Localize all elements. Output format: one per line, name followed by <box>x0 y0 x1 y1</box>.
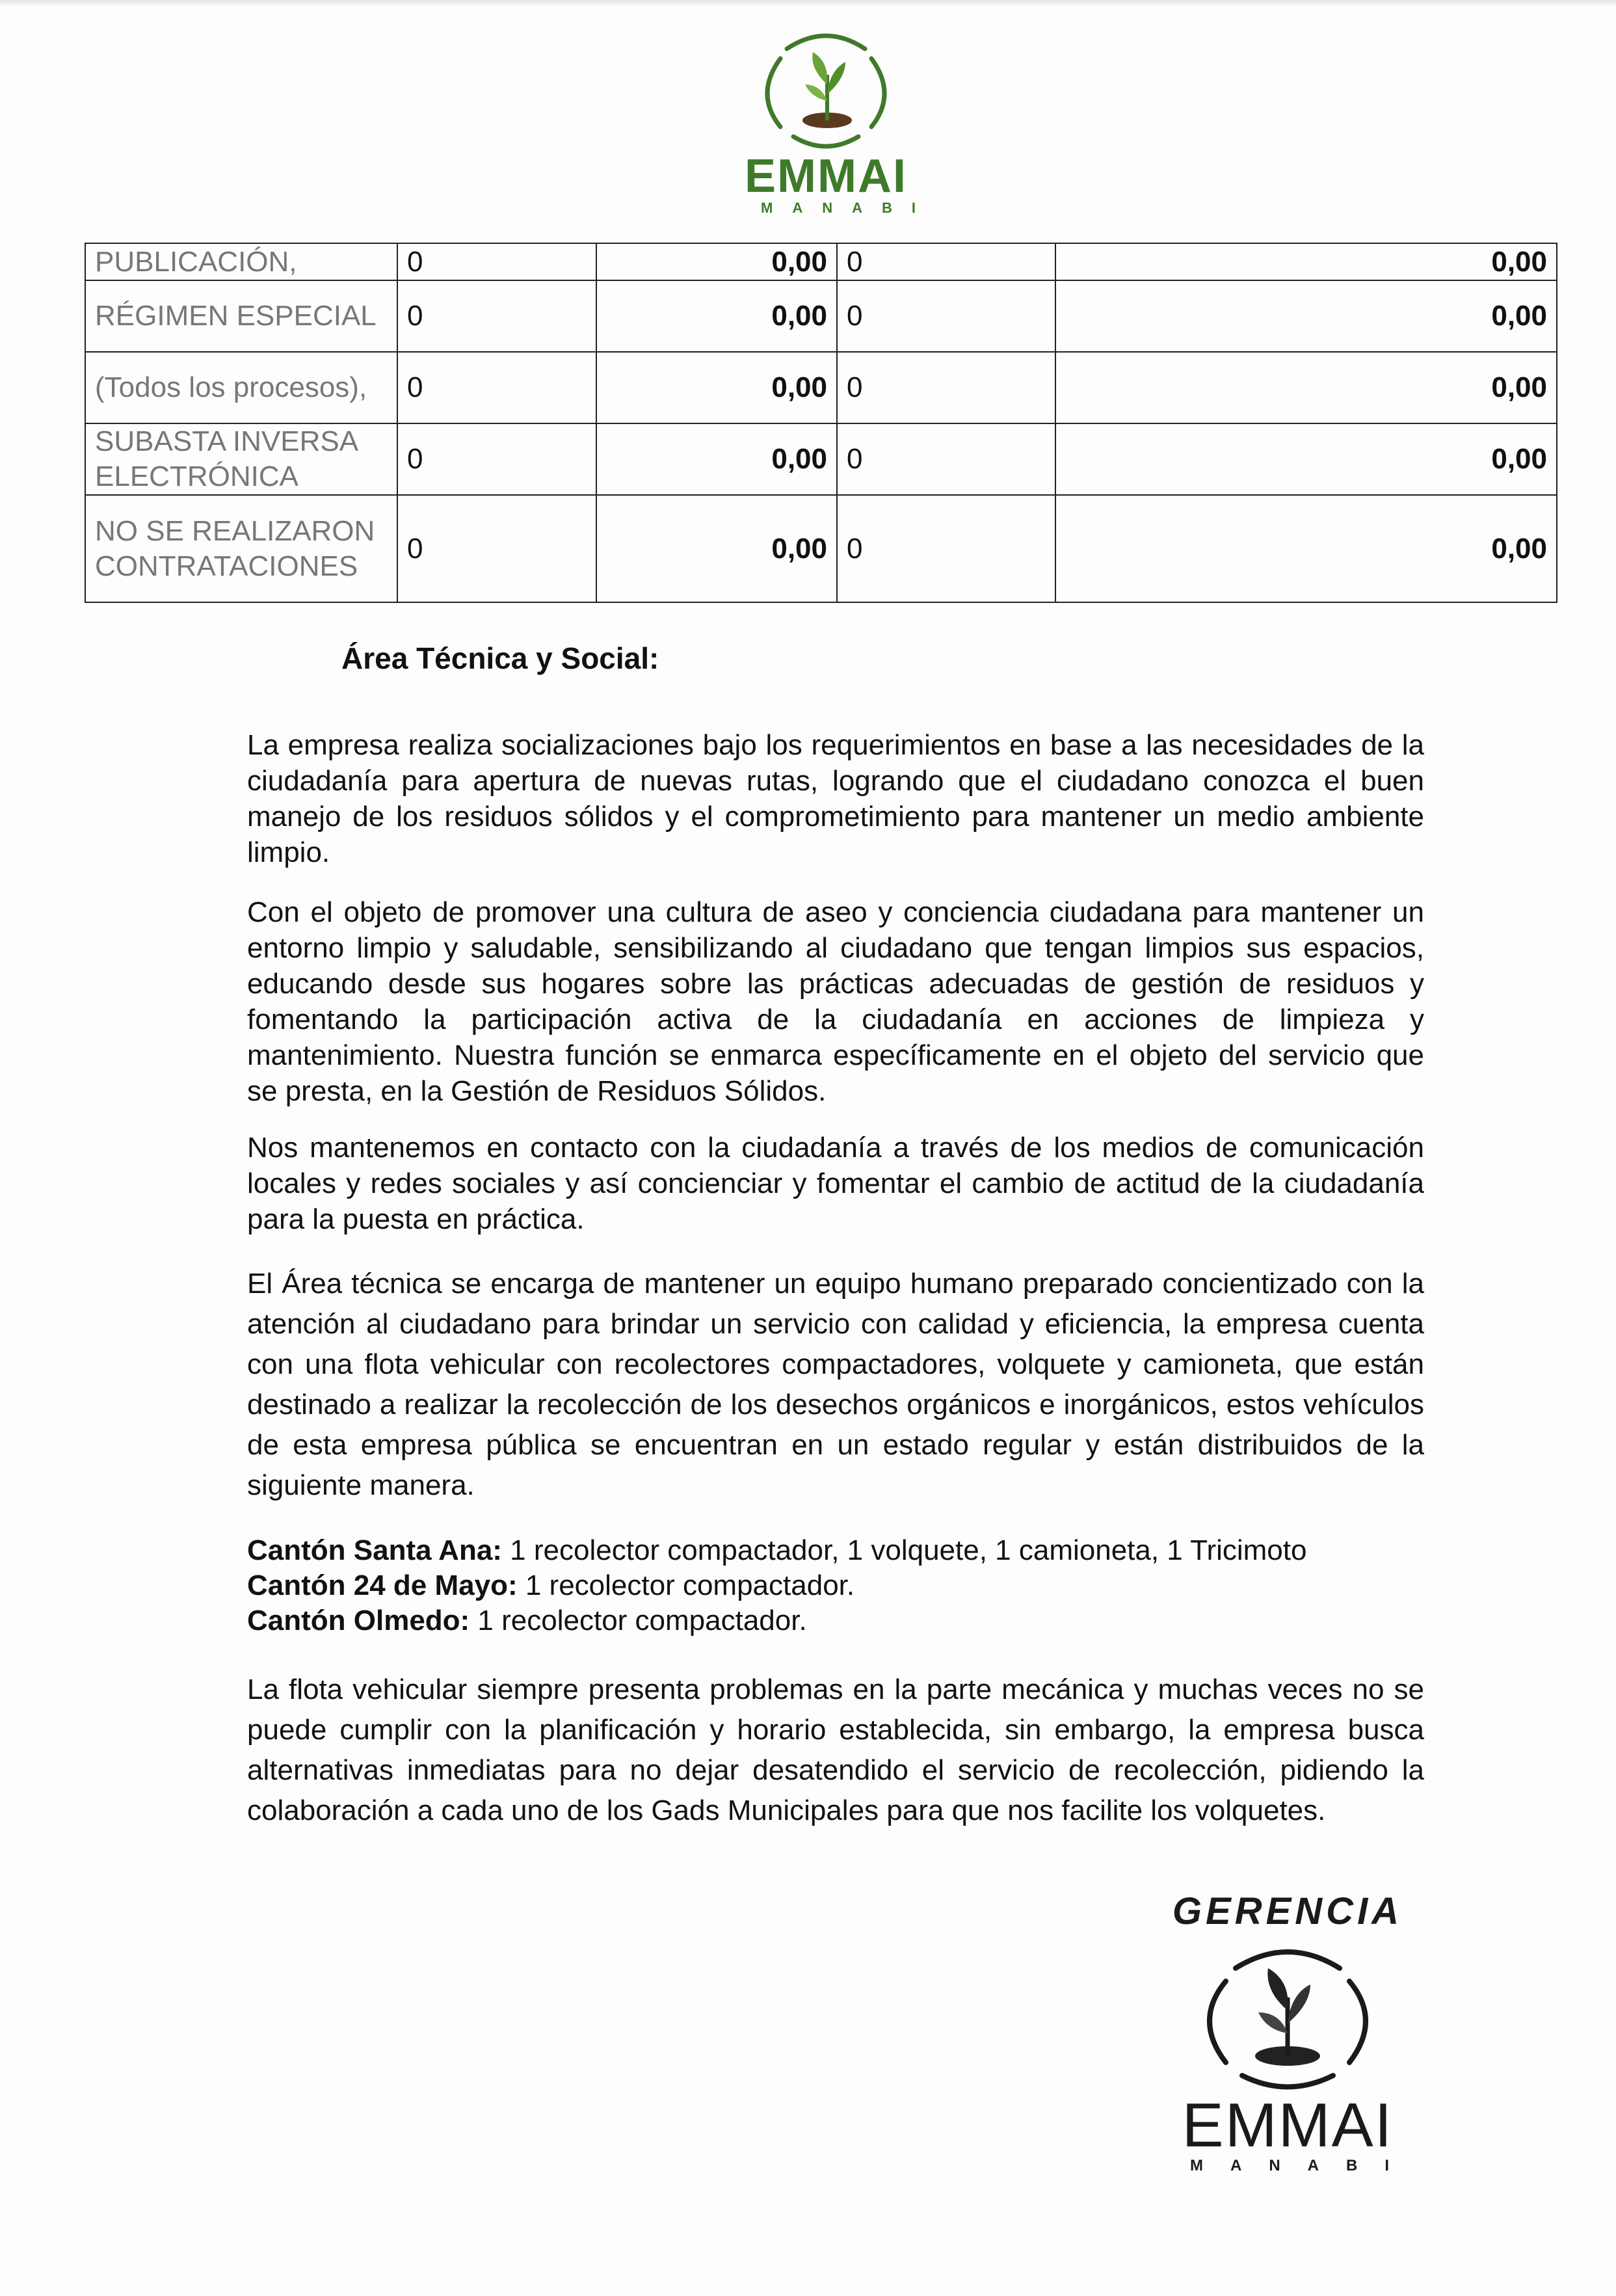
amount-cell: 0,00 <box>1055 280 1557 352</box>
count-cell: 0 <box>837 423 1055 495</box>
count-cell: 0 <box>397 243 596 280</box>
count-cell: 0 <box>397 352 596 423</box>
paragraph: Con el objeto de promover una cultura de aseo y conciencia ciudadana para mantener un entorno limpio y saludable, sensibilizando al ciudadano que tengan limpios sus espacios, educando desde sus hogares sobre las prácticas adecuadas de gestión de residuos y fomentando la participación activa de la ciudadanía en acciones de limpieza y mantenimiento. Nuestra función se enmarca específicamente en el objeto del servicio que se presta, en la Gestión de Residuos Sólidos. <box>247 896 1424 1107</box>
amount-cell: 0,00 <box>1055 423 1557 495</box>
logo-wordmark: EMMAI <box>745 150 907 202</box>
row-label: (Todos los procesos), <box>85 352 397 423</box>
table-row <box>85 280 1557 352</box>
canton-detail: 1 recolector compactador. <box>517 1569 855 1601</box>
count-cell: 0 <box>837 243 1055 280</box>
table-row <box>85 243 1557 280</box>
count-cell: 0 <box>397 423 596 495</box>
table-row <box>85 352 1557 423</box>
row-label: PUBLICACIÓN, <box>85 243 397 280</box>
gerencia-stamp <box>1164 1889 1416 2175</box>
count-cell: 0 <box>837 495 1055 602</box>
paragraph: El Área técnica se encarga de mantener un equipo humano preparado concientizado con la atención al ciudadano para brindar un servicio con calidad y eficiencia, la empresa cuenta con una flota vehicular con recolectores compactadores, volquete y camioneta, que están destinado a realizar la recolección de los desechos orgánicos e inorgánicos, estos vehículos de esta empresa pública se encuentran en un estado regular y están distribuidos de la siguiente manera. <box>247 1268 1424 1501</box>
stamp-wordmark: EMMAI <box>1182 2090 1394 2160</box>
canton-name: Cantón 24 de Mayo: <box>247 1569 518 1601</box>
amount-cell: 0,00 <box>1055 352 1557 423</box>
row-label: RÉGIMEN ESPECIAL <box>85 280 397 352</box>
row-label: SUBASTA INVERSA ELECTRÓNICA <box>85 423 397 495</box>
amount-cell: 0,00 <box>596 423 837 495</box>
header-logo <box>741 23 935 217</box>
table-row <box>85 495 1557 602</box>
paragraph: La flota vehicular siempre presenta problemas en la parte mecánica y muchas veces no se puede cumplir con la planificación y horario establecida, sin embargo, la empresa busca alternativas inmediatas para no dejar desatendido el servicio de recolección, pidiendo la colaboración a cada uno de los Gads Municipales para que nos facilite los volquetes. <box>247 1674 1424 1826</box>
logo-subtitle: MANABI <box>761 200 935 216</box>
canton-name: Cantón Olmedo: <box>247 1605 470 1636</box>
paragraph: La empresa realiza socializaciones bajo los requerimientos en base a las necesidades de la ciudadanía para apertura de nuevas rutas, logrando que el ciudadano conozca el buen manejo de los residuos sólidos y el comprometimiento para mantener un medio ambiente limpio. <box>247 729 1424 868</box>
procurement-table <box>85 243 1557 603</box>
amount-cell: 0,00 <box>1055 495 1557 602</box>
count-cell: 0 <box>837 280 1055 352</box>
stamp-subtitle: MANABI <box>1190 2157 1416 2174</box>
amount-cell: 0,00 <box>596 495 837 602</box>
count-cell: 0 <box>837 352 1055 423</box>
amount-cell: 0,00 <box>596 243 837 280</box>
row-label: NO SE REALIZARON CONTRATACIONES <box>85 495 397 602</box>
canton-list <box>247 1533 1424 1638</box>
canton-name: Cantón Santa Ana: <box>247 1534 502 1566</box>
count-cell: 0 <box>397 495 596 602</box>
recycle-hands-logo-icon <box>748 23 904 153</box>
canton-detail: 1 recolector compactador, 1 volquete, 1 camioneta, 1 Tricimoto <box>501 1534 1307 1566</box>
table-row <box>85 423 1557 495</box>
list-item <box>247 1568 1424 1603</box>
amount-cell: 0,00 <box>596 352 837 423</box>
list-item <box>247 1533 1424 1568</box>
stamp-title: GERENCIA <box>1172 1890 1403 1932</box>
paragraph: Nos mantenemos en contacto con la ciudadanía a través de los medios de comunicación locales y redes sociales y así concienciar y fomentar el cambio de actitud de la ciudadanía para la puesta en práctica. <box>247 1132 1424 1235</box>
amount-cell: 0,00 <box>1055 243 1557 280</box>
canton-detail: 1 recolector compactador. <box>470 1605 807 1636</box>
count-cell: 0 <box>397 280 596 352</box>
scan-edge <box>0 0 1616 7</box>
list-item <box>247 1603 1424 1638</box>
section-title: Área Técnica y Social: <box>341 641 659 675</box>
recycle-hands-stamp-icon <box>1190 1936 1385 2098</box>
amount-cell: 0,00 <box>596 280 837 352</box>
